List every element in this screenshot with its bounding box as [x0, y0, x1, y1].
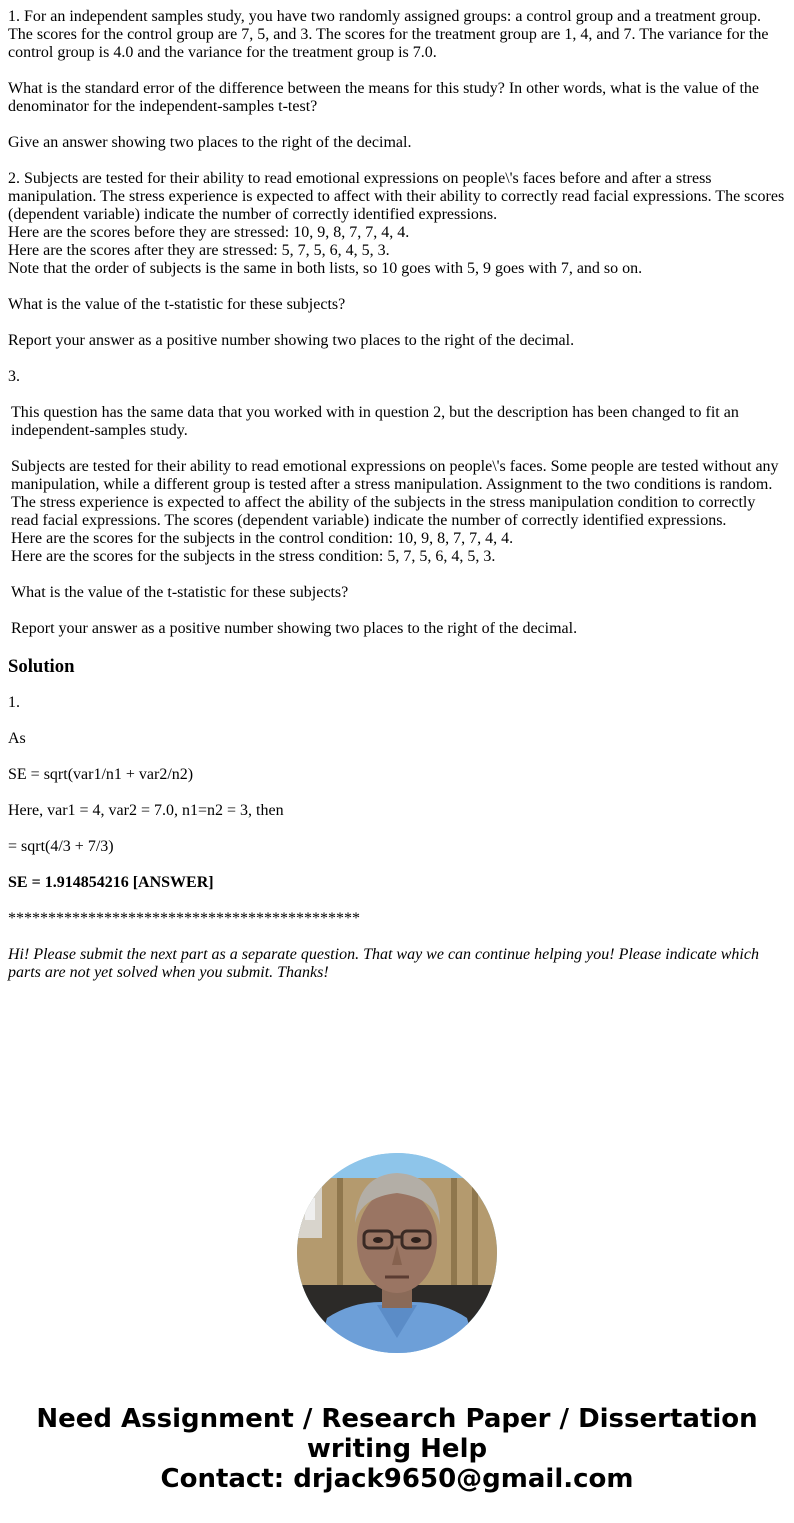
question-2-instruction: Report your answer as a positive number showing two places to the right of the decimal. — [8, 332, 575, 349]
question-2-body — [8, 170, 786, 278]
question-1-text: 1. For an independent samples study, you have two randomly assigned groups: a control group and a treatment group. The scores for the control group are 7, 5, and 3. The scores for the treatment group are 1, 4, and 7. The variance for the control group is 4.0 and the variance for the treatment group is 7.0. — [8, 8, 769, 61]
question-3-body — [11, 458, 786, 566]
question-3-control-scores: Here are the scores for the subjects in the control condition: 10, 9, 8, 7, 7, 4, 4. — [11, 530, 514, 547]
solution-section — [8, 656, 786, 982]
question-2-intro: 2. Subjects are tested for their ability to read emotional expressions on people\'s faces before and after a stress manipulation. The stress experience is expected to affect with their ability to correctly read facial expressions. The scores (dependent variable) indicate the number of correctly identified expressions. — [8, 170, 785, 223]
solution-heading: Solution — [8, 656, 75, 677]
question-1 — [8, 8, 786, 152]
solution-substitution: = sqrt(4/3 + 7/3) — [8, 838, 114, 855]
solution-closing-note: Hi! Please submit the next part as a separate question. That way we can continue helping you! Please indicate which parts are not yet solved when you submit. Thanks! — [8, 946, 759, 981]
solution-step-as: As — [8, 730, 26, 747]
avatar — [297, 1153, 497, 1353]
question-3-prompt: What is the value of the t-statistic for these subjects? — [11, 584, 349, 601]
promo-subheadline: writing Help — [306, 1434, 488, 1464]
separator-stars: ******************************************** — [8, 910, 360, 927]
question-2-before-scores: Here are the scores before they are stressed: 10, 9, 8, 7, 7, 4, 4. — [8, 224, 410, 241]
promo-headline: Need Assignment / Research Paper / Dissertation — [36, 1404, 758, 1434]
question-3-intro: Subjects are tested for their ability to read emotional expressions on people\'s faces. Some people are tested without any manipulation, while a different group is tested after a stress manipulation. Assignment to the two conditions is random. The stress experience is expected to affect the ability of the subjects in the stress manipulation condition to correctly read facial expressions. The scores (dependent variable) indicate the number of correctly identified expressions. — [11, 458, 779, 529]
question-1-instruction: Give an answer showing two places to the right of the decimal. — [8, 134, 412, 151]
question-2-prompt: What is the value of the t-statistic for these subjects? — [8, 296, 346, 313]
question-2 — [8, 170, 786, 350]
solution-formula: SE = sqrt(var1/n1 + var2/n2) — [8, 766, 194, 783]
question-1-prompt: What is the standard error of the difference between the means for this study? In other words, what is the value of the denominator for the independent-samples t-test? — [8, 80, 760, 115]
promo-contact: Contact: drjack9650@gmail.com — [160, 1464, 634, 1494]
solution-step-number: 1. — [8, 694, 20, 711]
question-3-instruction: Report your answer as a positive number showing two places to the right of the decimal. — [11, 620, 578, 637]
question-3-number: 3. — [8, 368, 20, 385]
solution-answer: SE = 1.914854216 [ANSWER] — [8, 874, 214, 891]
promo-banner — [0, 1404, 794, 1494]
question-2-after-scores: Here are the scores after they are stressed: 5, 7, 5, 6, 4, 5, 3. — [8, 242, 390, 259]
question-2-note: Note that the order of subjects is the same in both lists, so 10 goes with 5, 9 goes with 7, and so on. — [8, 260, 643, 277]
question-3-stress-scores: Here are the scores for the subjects in the stress condition: 5, 7, 5, 6, 4, 5, 3. — [11, 548, 496, 565]
avatar-portrait-image — [297, 1153, 497, 1353]
solution-given-values: Here, var1 = 4, var2 = 7.0, n1=n2 = 3, then — [8, 802, 284, 819]
question-3-block — [11, 404, 786, 638]
question-3 — [8, 368, 786, 638]
question-3-context: This question has the same data that you worked with in question 2, but the description has been changed to fit an independent-samples study. — [11, 404, 739, 439]
